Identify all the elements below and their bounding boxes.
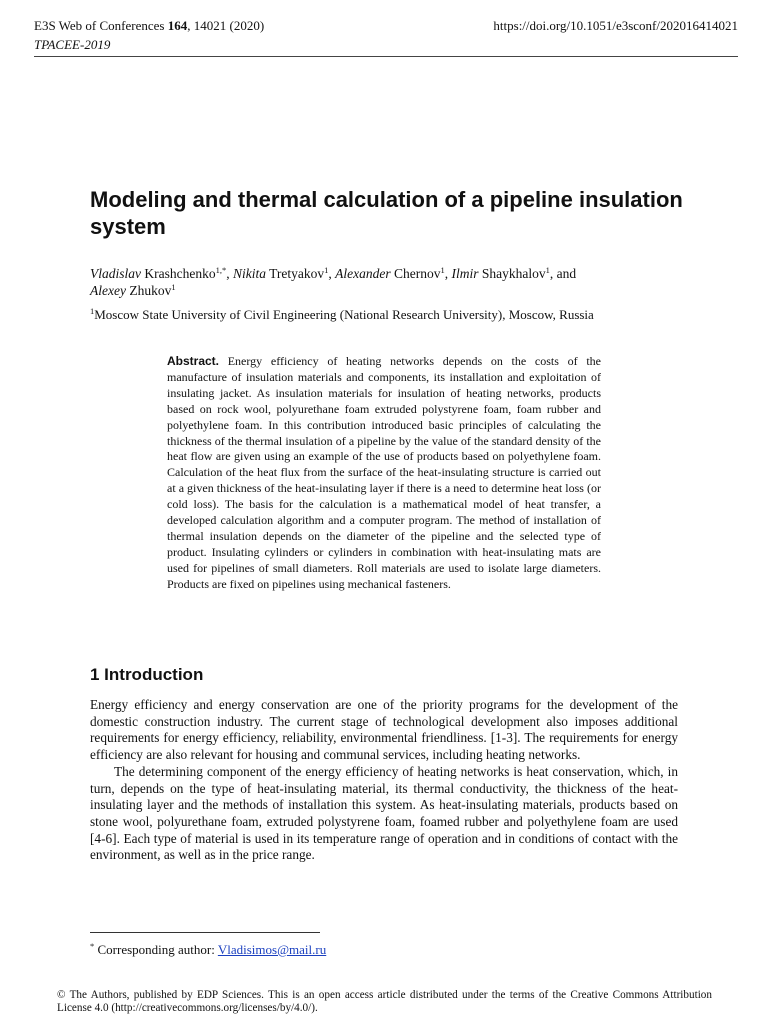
- author-list: [90, 265, 690, 299]
- paper-title: Modeling and thermal calculation of a pipeline insulation system: [90, 187, 683, 239]
- affiliation-marker: 1: [90, 306, 95, 316]
- conference-name: TPACEE-2019: [34, 37, 111, 52]
- author: Vladislav Krashchenko$^{1,*}$,: [90, 265, 233, 281]
- author: Nikita Tretyakov$^1$,: [232, 265, 336, 281]
- footnote-divider: [90, 932, 320, 933]
- section-body: [90, 697, 678, 864]
- journal-suffix: , 14021 (2020): [187, 18, 265, 33]
- doi-link[interactable]: https://doi.org/10.1051/e3sconf/202016414021: [493, 18, 738, 33]
- abstract: [167, 354, 601, 593]
- affiliation: [90, 307, 690, 323]
- footnote-marker: *: [90, 941, 95, 951]
- paragraph: Energy efficiency and energy conservation are one of the priority programs for the development of the domestic construction industry. The current stage of technological development also imposes additional requirements for energy efficiency, reliability, environmental friendliness. [1-3]. The requirements for energy efficiency are also relevant for housing and communal services, including heating networks.: [90, 697, 678, 763]
- license-notice: © The Authors, published by EDP Sciences. This is an open access article distributed under the terms of the Creative Commons Attribution License 4.0 (http://creativecommons.org/licenses/by/4.0/).: [57, 989, 712, 1014]
- abstract-label: Abstract.: [167, 354, 220, 368]
- footnote: [90, 942, 326, 958]
- email-link[interactable]: Vladisimos@mail.ru: [217, 942, 327, 957]
- affiliation-text: Moscow State University of Civil Engineering (National Research University), Moscow, Russia: [94, 307, 594, 322]
- header-divider: [34, 56, 738, 57]
- journal-prefix: E3S Web of Conferences: [34, 18, 168, 33]
- author: Alexey Zhukov$^1$: [90, 282, 176, 298]
- abstract-text: Energy efficiency of heating networks depends on the costs of the manufacture of insulation materials and components, its installation and exploitation of insulating jacket. As insulation materials for insulation of heating networks, products based on rock wool, polyurethane foam extruded polystyrene foam, foam rubber and polyethylene foam. In this contribution introduced basic principles of calculating the thickness of the thermal insulation of a pipeline by the value of the standard density of the heat flow are given using an example of the use of products based on polyethylene foam. Calculation of the heat flux from the surface of the heat-insulating structure is carried out at a given thickness of the heat-insulating layer if there is a need to determine heat loss (or cold loss). The basis for the calculation is a mathematical model of heat transfer, a developed calculation algorithm and a computer program. The method of installation of thermal insulation depends on the diameter of the pipeline and the selected type of product. Insulating cylinders or cylinders in combination with heat-insulating mats are used for pipelines of small diameters. Roll materials are used to isolate large diameters. Products are fixed on pipelines using mechanical fasteners.: [167, 354, 601, 591]
- journal-volume: 164: [167, 18, 188, 33]
- section-heading: 1 Introduction: [90, 665, 204, 684]
- author: Alexander Chernov$^1$,: [335, 265, 452, 281]
- author: Ilmir Shaykhalov$^1$, and: [451, 265, 577, 281]
- journal-citation: [34, 18, 264, 34]
- footnote-text: Corresponding author:: [94, 942, 218, 957]
- paragraph: The determining component of the energy efficiency of heating networks is heat conservation, which, in turn, depends on the type of heat-insulating material, its thermal conductivity, the thickness of the heat-insulating layer and the methods of installation this system. As heat-insulating materials, products based on stone wool, polyurethane foam, extruded polystyrene foam, foamed rubber and polyethylene foam are used [4-6]. Each type of material is used in its temperature range of operation and in conditions of contact with the environment, as well as in the price range.: [90, 763, 678, 863]
